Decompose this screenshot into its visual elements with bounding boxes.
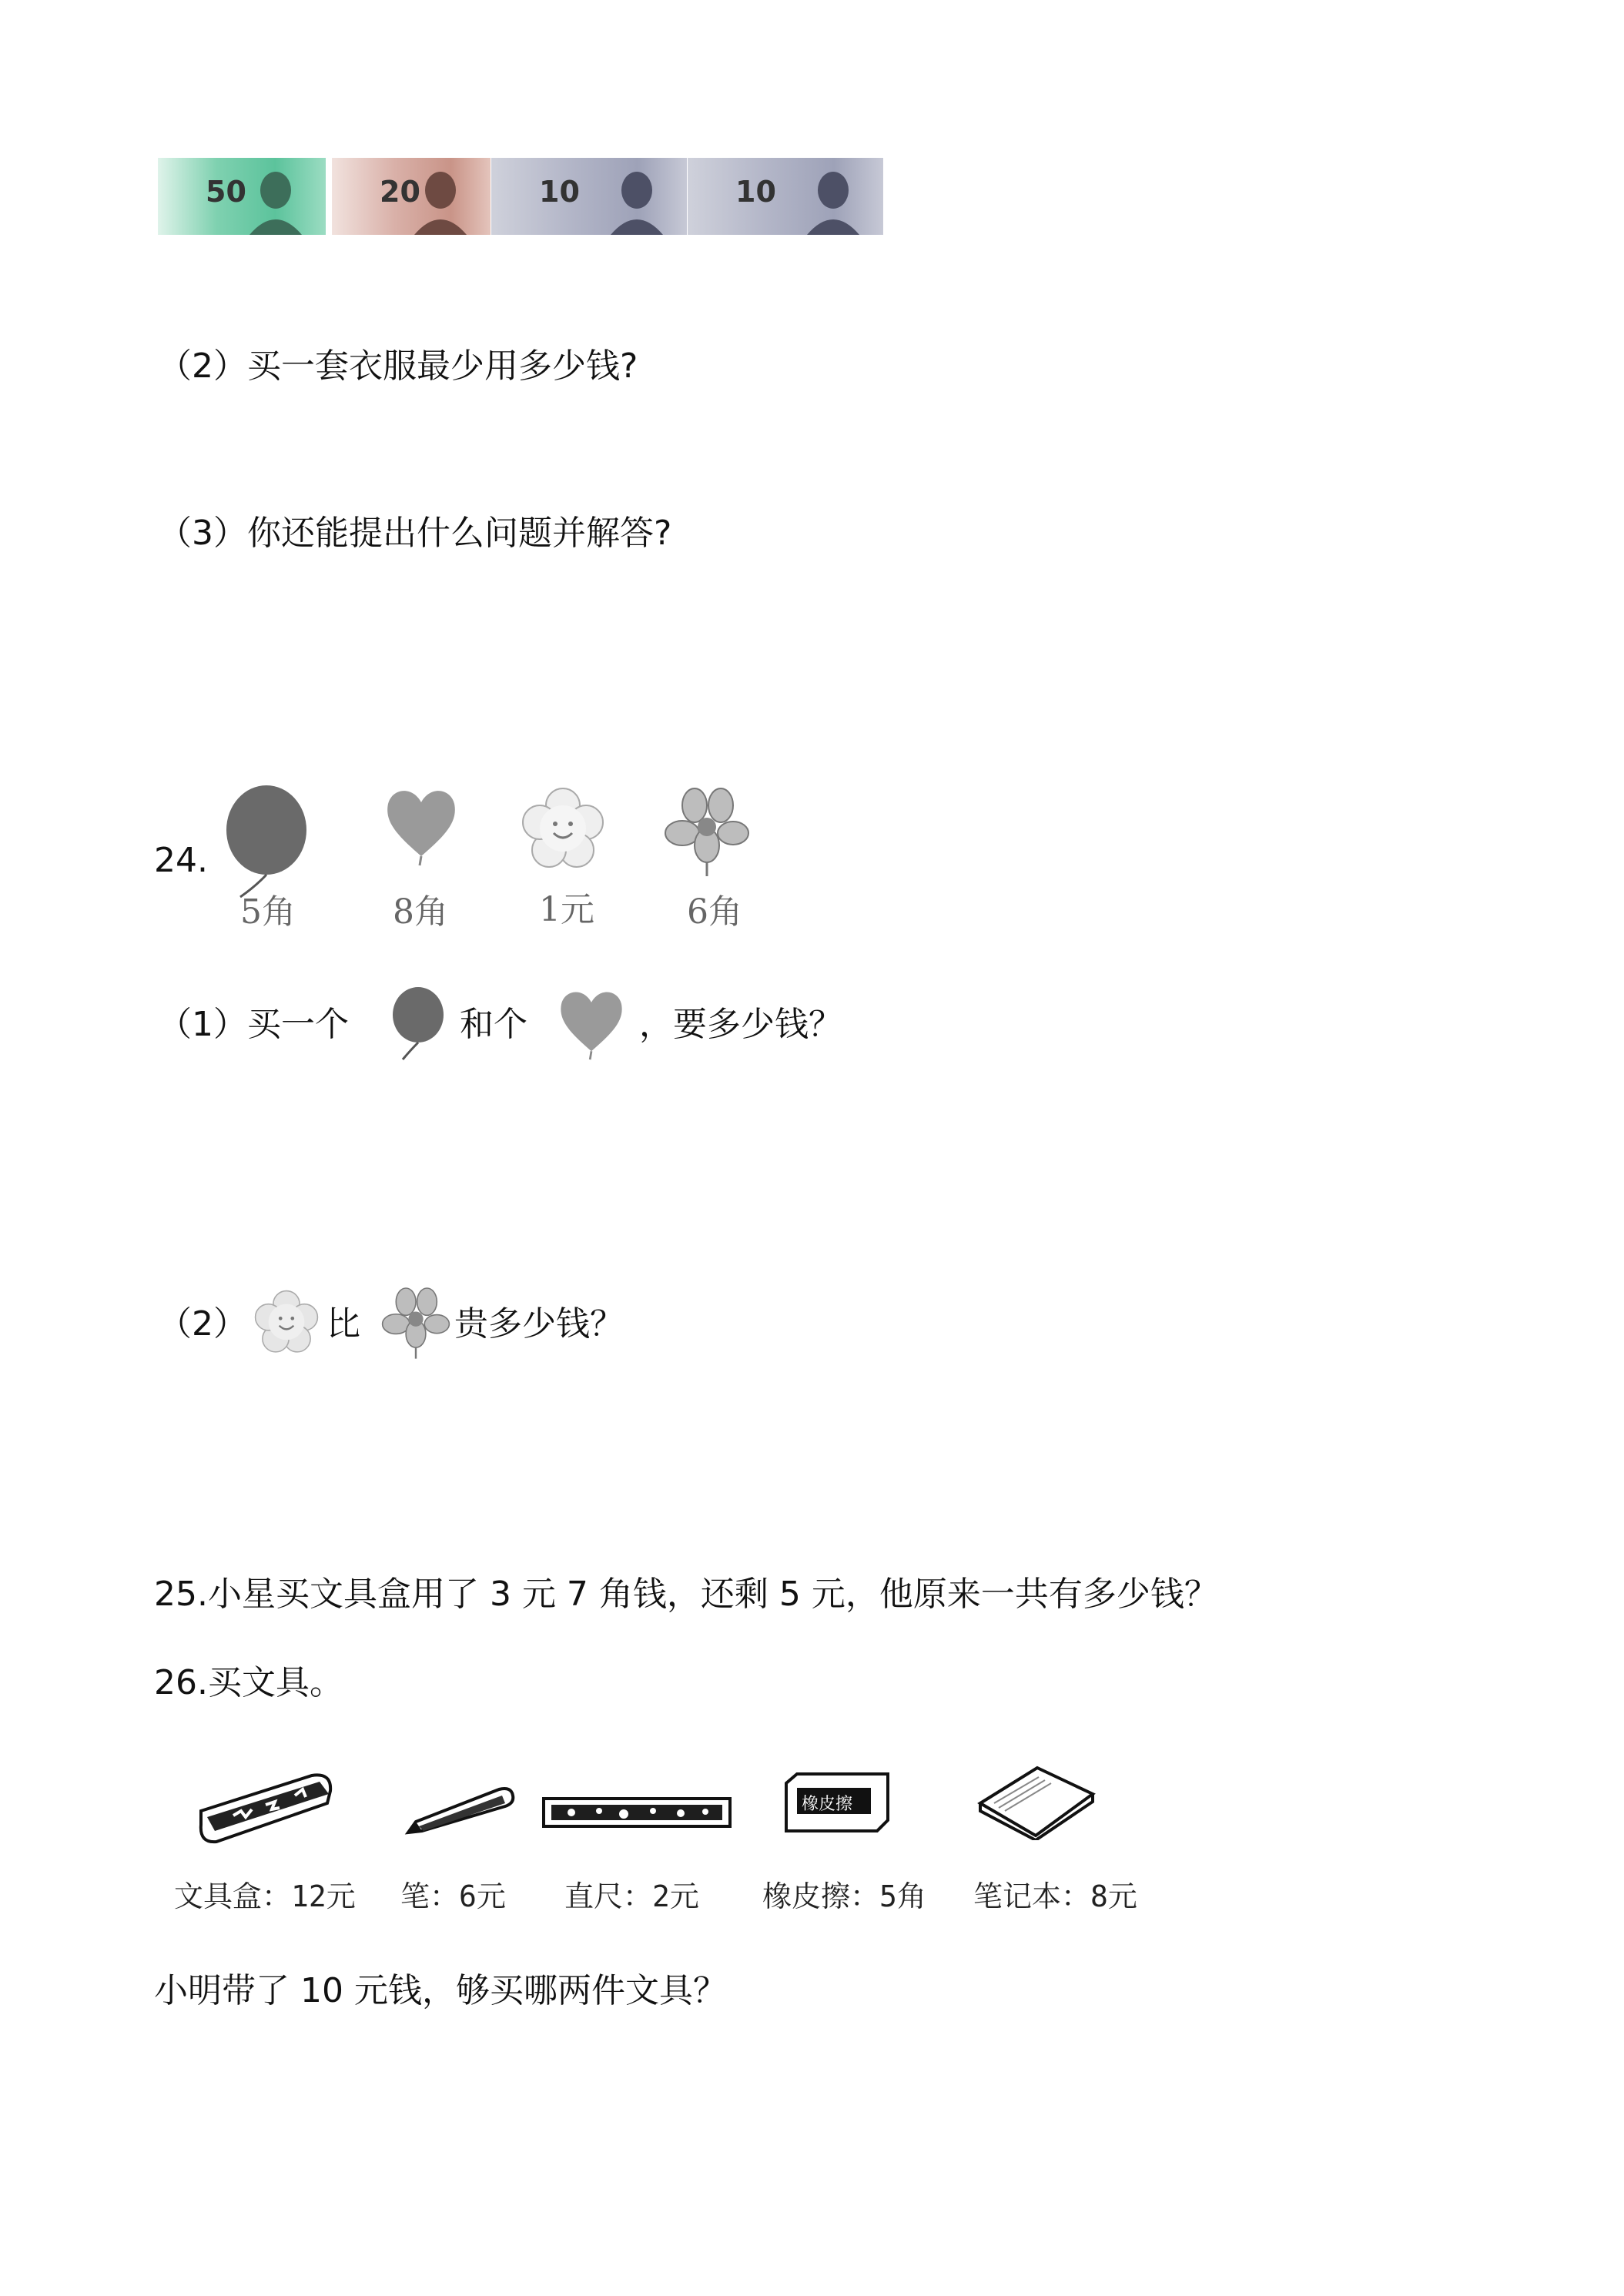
flower-balloon-icon (254, 1290, 319, 1354)
round-balloon-icon (222, 782, 314, 901)
banknote-10 (491, 158, 687, 235)
stationery-label: 笔记本：8元 (973, 1879, 1137, 1913)
q24-part2-suffix: 贵多少钱？ (454, 1304, 624, 1344)
banknote-20 (332, 158, 491, 235)
round-balloon-icon (389, 986, 447, 1061)
petal-balloon-icon (381, 1284, 450, 1361)
banknote-value: 10 (735, 175, 776, 209)
eraser-icon (783, 1771, 891, 1834)
price-label: 6角 (687, 892, 742, 932)
banknote-50 (158, 158, 326, 235)
pen-icon (402, 1785, 516, 1839)
stationery-label: 橡皮擦：5角 (762, 1879, 926, 1913)
portrait-icon (607, 166, 667, 235)
q24-part1-prefix: （1）买一个 (158, 1005, 349, 1044)
banknote-value: 10 (539, 175, 580, 209)
heart-balloon-icon (556, 987, 627, 1060)
q23-part2: （2）买一套衣服最少用多少钱? (158, 346, 638, 386)
portrait-icon (246, 166, 306, 235)
petal-balloon-icon (664, 785, 750, 878)
flower-balloon-icon (521, 787, 604, 870)
stationery-label: 直尺：2元 (564, 1879, 699, 1913)
banknote-value: 50 (206, 175, 246, 209)
q24-part1-middle: 和个 (460, 1005, 527, 1044)
stationery-label: 笔：6元 (400, 1879, 506, 1913)
heart-balloon-icon (383, 785, 460, 866)
q24-part2-prefix: （2） (158, 1304, 247, 1344)
q25-text: 25.小星买文具盒用了 3 元 7 角钱，还剩 5 元，他原来一共有多少钱？ (154, 1575, 1218, 1614)
price-label: 5角 (240, 892, 296, 932)
q24-part2-middle: 比 (326, 1304, 360, 1344)
portrait-icon (803, 166, 863, 235)
stationery-label: 文具盒：12元 (174, 1879, 356, 1913)
notebook-icon (976, 1763, 1097, 1840)
q23-part3: （3）你还能提出什么问题并解答? (158, 514, 672, 553)
ruler-icon (541, 1794, 733, 1831)
q24-number: 24. (154, 841, 208, 880)
eraser-print: 橡皮擦 (802, 1795, 853, 1814)
price-label: 1元 (539, 890, 594, 929)
banknote-10 (688, 158, 883, 235)
banknote-value: 20 (380, 175, 420, 209)
q26-question: 小明带了 10 元钱，够买哪两件文具？ (154, 1971, 727, 2010)
q24-part1-suffix: ，要多少钱？ (639, 1005, 842, 1044)
price-label: 8角 (393, 892, 448, 932)
portrait-icon (410, 166, 470, 235)
pencil-case-icon (196, 1769, 335, 1846)
q26-title: 26.买文具。 (154, 1663, 343, 1702)
